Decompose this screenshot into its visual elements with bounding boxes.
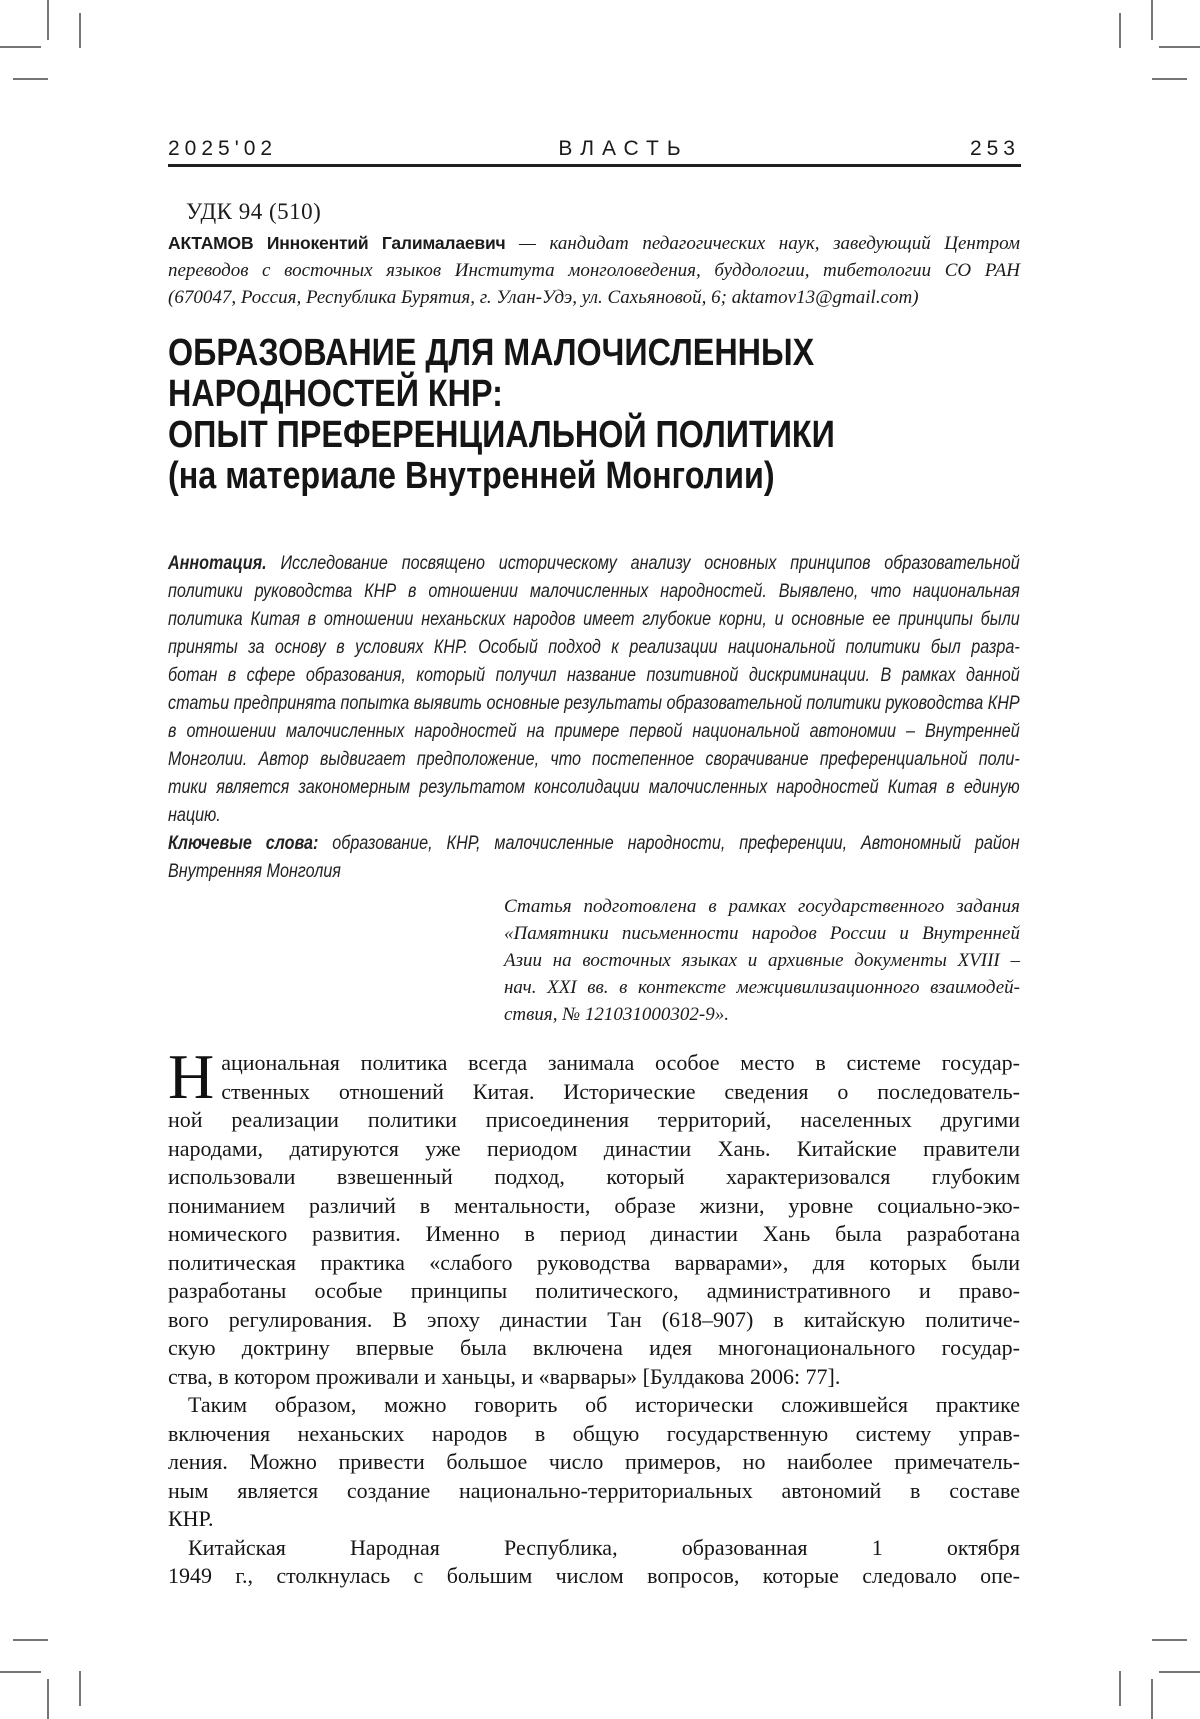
- text-line: ациональная политика всегда занимала особое место в системе государ-: [221, 1050, 1020, 1075]
- text-line: статьи предпринята попытка выявить основные результаты образовательной политики руководства КНР: [168, 693, 1020, 714]
- crop-mark: [1152, 1639, 1187, 1641]
- text-line: Внутренняя Монголия: [168, 861, 341, 882]
- text-line: (670047, Россия, Республика Бурятия, г. Улан-Удэ, ул. Сахьяновой, 6; aktamov13@gmail.com): [168, 287, 919, 308]
- text-line: «Памятники письменности народов России и Внутренней: [504, 923, 1020, 944]
- header-rule: [168, 164, 1021, 167]
- funding-note: [504, 893, 1020, 1028]
- crop-mark: [13, 78, 48, 80]
- text-line: ОБРАЗОВАНИЕ ДЛЯ МАЛОЧИСЛЕННЫХ: [168, 332, 815, 374]
- text-line: использовали взвешенный подход, который характеризовался глубоким: [168, 1164, 1020, 1189]
- crop-mark: [13, 1639, 48, 1641]
- text-line: Таким образом, можно говорить об исторически сложившейся практике: [188, 1392, 1020, 1417]
- text-line: политическая практика «слабого руководства варварами», для которых были: [168, 1249, 1020, 1275]
- crop-mark: [0, 46, 41, 48]
- crop-mark: [1119, 13, 1121, 48]
- issue-number: 2025'02: [168, 137, 278, 160]
- text-line: ОПЫТ ПРЕФЕРЕНЦИАЛЬНОЙ ПОЛИТИКИ: [168, 414, 835, 456]
- crop-mark: [79, 13, 81, 48]
- paragraph: [168, 1041, 1020, 1391]
- text-line: политики руководства КНР в отношении малочисленных народностей. Выявлено, что национальная: [168, 581, 1020, 602]
- abstract-block: [168, 550, 1020, 886]
- crop-mark: [1159, 46, 1200, 48]
- text-line: ным является создание национально-территориальных автономий в составе: [168, 1477, 1020, 1503]
- text-line: номического развития. Именно в период династии Хань была разработана: [168, 1221, 1020, 1246]
- text-line: нач. XXI вв. в контексте межцивилизационного взаимодей-: [504, 977, 1020, 998]
- text-line: КНР.: [168, 1506, 214, 1531]
- text-line: в отношении малочисленных народностей на примере первой национальной автономии – Внутренней: [168, 721, 1020, 742]
- paragraph: [168, 1534, 1020, 1591]
- text-line: народами, датируются уже периодом династии Хань. Китайские правители: [168, 1135, 1020, 1161]
- text-line: Статья подготовлена в рамках государственного задания: [504, 896, 1020, 917]
- crop-mark: [79, 1671, 81, 1706]
- text-line: разработаны особые принципы политического, административного и право-: [168, 1278, 1020, 1303]
- crop-mark: [1151, 1679, 1153, 1719]
- text-line: Ключевые слова: образование, КНР, малочисленные народности, преференции, Автономный район: [168, 833, 1020, 854]
- text-line: включения неханьских народов в общую государственную систему управ-: [168, 1420, 1020, 1446]
- udc-code: УДК 94 (510): [186, 199, 322, 224]
- text-line: приняты за основу в условиях КНР. Особый подход к реализации национальной политики был разра-: [168, 637, 1020, 658]
- page-number: 253: [969, 137, 1020, 160]
- text-line: политика Китая в отношении неханьских народов имеет глубокие корни, и основные ее принципы были: [168, 609, 1020, 630]
- text-line: тики является закономерным результатом консолидации малочисленных народностей Китая в единую: [168, 777, 1020, 798]
- author-block: [168, 230, 1020, 311]
- text-line: 1949 г., столкнулась с большим числом вопросов, которые следовало опе-: [168, 1563, 1020, 1588]
- text-line: пониманием различий в ментальности, образе жизни, уровне социально-эко-: [168, 1192, 1020, 1218]
- text-line: ботан в сфере образования, который получил название позитивной дискриминации. В рамках данной: [168, 665, 1020, 686]
- text-line: скую доктрину впервые была включена идея многонационального государ-: [168, 1335, 1020, 1360]
- text-line: ления. Можно привести большое число примеров, но наиболее примечатель-: [168, 1449, 1020, 1474]
- crop-mark: [1151, 0, 1153, 40]
- text-line: ства, в котором проживали и ханьцы, и «варвары» [Булдакова 2006: 77].: [168, 1363, 841, 1389]
- journal-title: ВЛАСТЬ: [558, 137, 689, 160]
- text-line: Аннотация. Исследование посвящено историческому анализу основных принципов образовательной: [168, 553, 1020, 574]
- article-title: [168, 333, 1020, 497]
- text-line: (на материале Внутренней Монголии): [168, 455, 775, 497]
- text-line: Китайская Народная Республика, образованная 1 октября: [188, 1534, 1020, 1560]
- text-line: ной реализации политики присоединения территорий, населенных другими: [168, 1107, 1020, 1132]
- body-text: [168, 1041, 1020, 1591]
- running-head: [168, 137, 1020, 161]
- text-line: вого регулирования. В эпоху династии Тан (618–907) в китайскую политиче-: [168, 1306, 1020, 1332]
- text-line: НАРОДНОСТЕЙ КНР:: [168, 373, 503, 415]
- text-line: АКТАМОВ Иннокентий Галималаевич — кандидат педагогических наук, заведующий Центром: [168, 233, 1020, 254]
- crop-mark: [47, 1679, 49, 1719]
- crop-mark: [1159, 1671, 1200, 1673]
- crop-mark: [0, 1671, 41, 1673]
- crop-mark: [1152, 78, 1187, 80]
- paragraph: [168, 1391, 1020, 1534]
- text-line: ственных отношений Китая. Исторические сведения о последователь-: [221, 1078, 1020, 1104]
- text-line: переводов с восточных языков Института монголоведения, буддологии, тибетологии СО РАН: [168, 260, 1020, 281]
- crop-mark: [1119, 1671, 1121, 1706]
- drop-cap: Н: [168, 1041, 215, 1112]
- crop-mark: [47, 0, 49, 40]
- text-line: Азии на восточных языках и архивные документы XVIII –: [504, 950, 1020, 971]
- text-line: нацию.: [168, 805, 221, 826]
- text-line: Монголии. Автор выдвигает предположение, что постепенное сворачивание преференциальной поли-: [168, 749, 1020, 770]
- text-line: ствия, № 121031000302-9».: [504, 1004, 729, 1025]
